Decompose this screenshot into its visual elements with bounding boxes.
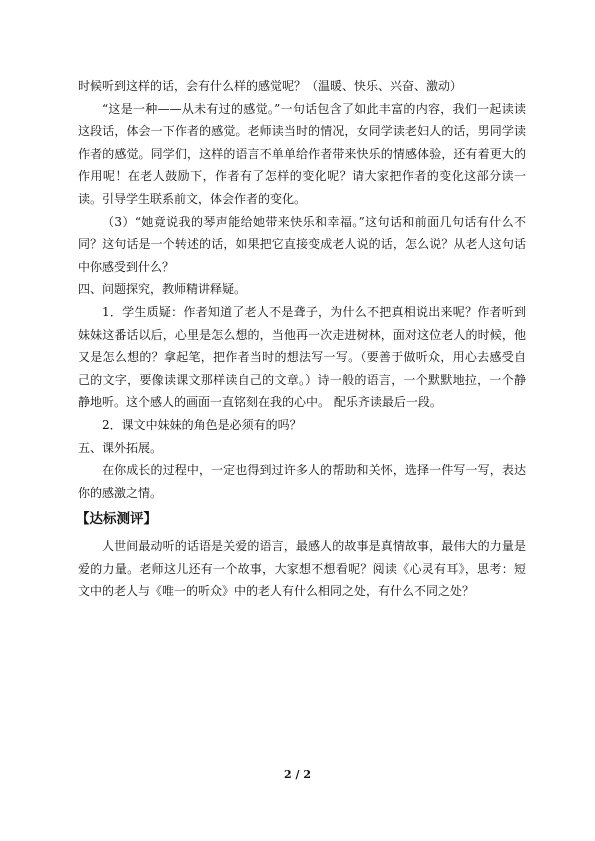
- heading-section-4: 四、问题探究，教师精讲释疑。: [78, 282, 247, 297]
- paragraph-continuation: 时候听到这样的话，会有什么样的感觉呢？（温暖、快乐、兴奋、激动）: [78, 79, 463, 93]
- paragraph-feeling: “这是一种——从未有过的感觉。”一句话包含了如此丰富的内容，我们一起读读这段话，体会一下作者的感觉。老师读当时的情况，女同学读老妇人的话，男同学读作者的感觉。同学们，这样的语言不单单给作者带来快乐的情感体验，还有着更大的作用呢！在老人鼓励下，作者有了怎样的变化呢？请大家把作者的变化这部分读一读。引导学生联系前文，体会作者的变化。: [78, 101, 526, 206]
- paragraph-assessment: 人世间最动听的话语是关爱的语言，最感人的故事是真情故事，最伟大的力量是爱的力量。老师这儿还有一个故事，大家想不想看呢？阅读《心灵有耳》，思考：短文中的老人与《唯一的听众》中的老人有什么相同之处，有什么不同之处？: [78, 539, 526, 599]
- page-number: 2 / 2: [284, 768, 311, 781]
- paragraph-question-1: 1．学生质疑：作者知道了老人不是聋子，为什么不把真相说出来呢？作者听到妹妹这番话以后，心里是怎么想的，当他再一次走进树林，面对这位老人的时候，他又是怎么想的？拿起笔，把作者当时的想法写一写。（要善于做听众，用心去感受自己的文字，要像读课文那样读自己的文章。）诗一般的语言，一个默默地拉，一个静静地听。这个感人的画面一直铭刻在我的心中。 配乐齐读最后一段。: [78, 304, 526, 410]
- paragraph-item-3: （3）“她竟说我的琴声能给她带来快乐和幸福。”这句话和前面几句话有什么不同？这句话是一个转述的话，如果把它直接变成老人说的话，怎么说？从老人这句话中你感受到什么？: [78, 214, 526, 274]
- section-title-assessment: 【达标测评】: [76, 511, 157, 528]
- paragraph-question-2: 2．课文中妹妹的角色是必须有的吗？: [102, 417, 302, 432]
- heading-section-5: 五、课外拓展。: [78, 440, 163, 455]
- paragraph-extension: 在你成长的过程中，一定也得到过许多人的帮助和关怀，选择一件写一写，表达你的感激之情。: [78, 463, 526, 500]
- document-body: [78, 75, 526, 603]
